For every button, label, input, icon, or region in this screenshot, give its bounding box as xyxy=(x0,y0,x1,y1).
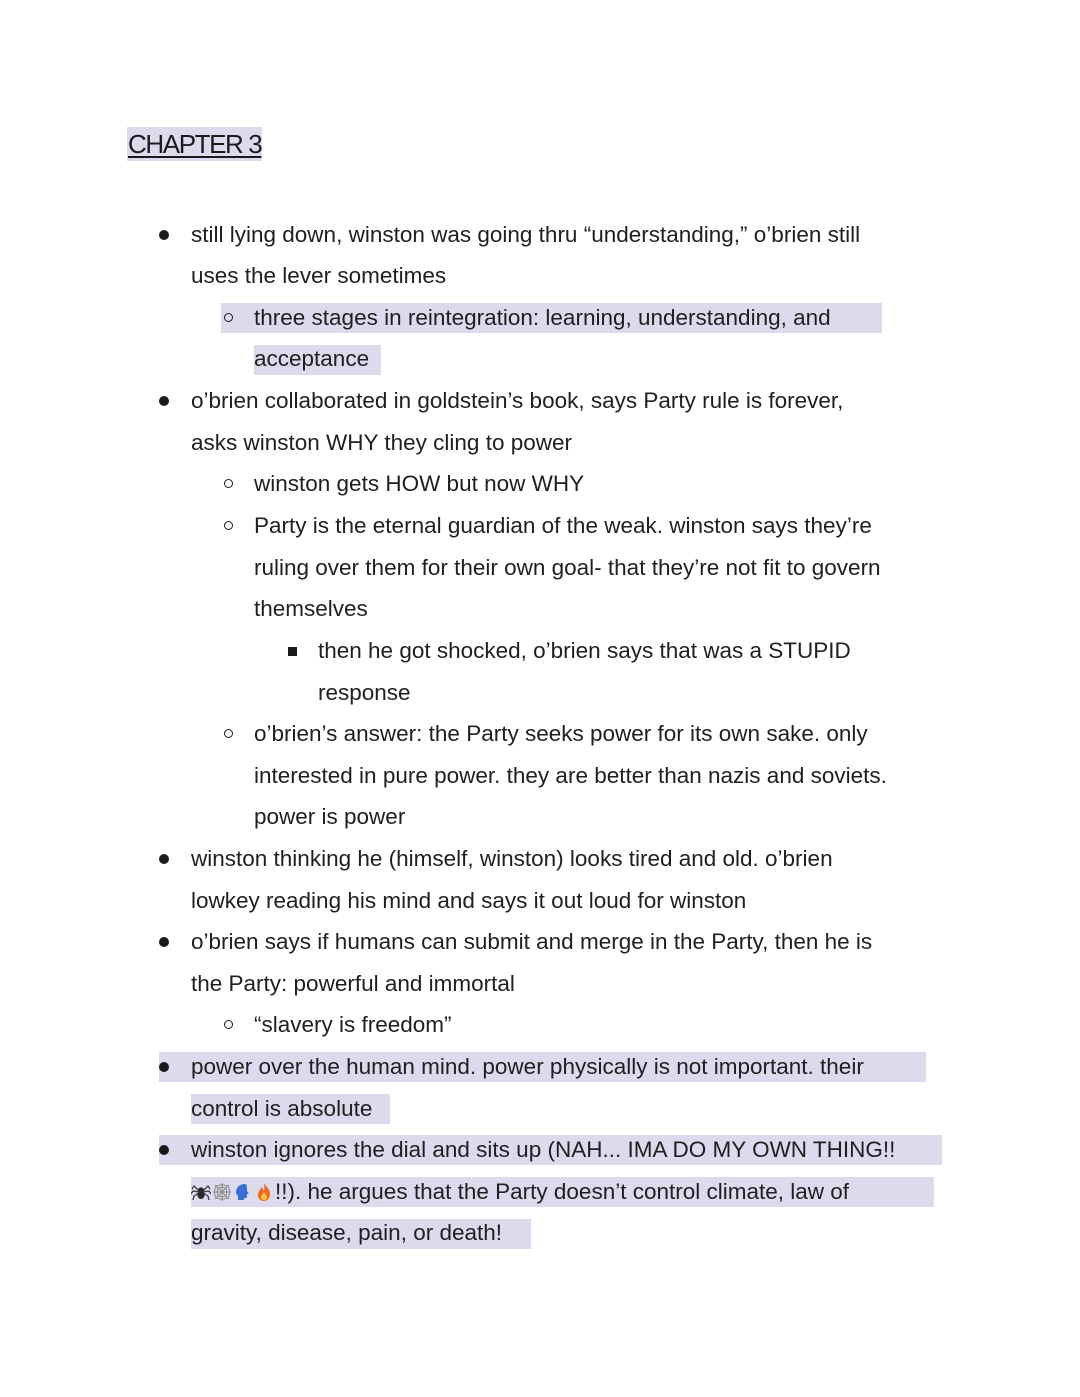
list-item-text: asks winston WHY they cling to power xyxy=(191,430,572,455)
sub-bullet xyxy=(224,521,233,530)
sub-bullet xyxy=(224,313,233,322)
list-item-text: o’brien’s answer: the Party seeks power for its own sake. only xyxy=(254,721,868,746)
list-item-text: o’brien says if humans can submit and merge in the Party, then he is xyxy=(191,929,873,954)
list-item-text: winston ignores the dial and sits up (NAH... IMA DO MY OWN THING!! xyxy=(191,1137,896,1162)
list-item-text: three stages in reintegration: learning, understanding, and xyxy=(254,305,831,330)
spider-icon xyxy=(191,1175,211,1197)
list-item-emoji-line xyxy=(191,1171,849,1213)
list-item-text: winston gets HOW but now WHY xyxy=(254,471,585,496)
page-title: CHAPTER 3 xyxy=(128,129,262,159)
sub-bullet xyxy=(224,1020,233,1029)
list-item-text: o’brien collaborated in goldstein’s book, says Party rule is forever, xyxy=(191,388,844,413)
list-item-text: the Party: powerful and immortal xyxy=(191,971,515,996)
speaking-head-icon xyxy=(233,1175,253,1197)
list-item-text: “slavery is freedom” xyxy=(254,1012,452,1037)
list-item-text: still lying down, winston was going thru “understanding,” o’brien still xyxy=(191,222,861,247)
list-item-text: then he got shocked, o’brien says that was a STUPID xyxy=(318,638,851,663)
spider-web-icon xyxy=(212,1175,232,1197)
list-item-text: ruling over them for their own goal- that they’re not fit to govern xyxy=(254,555,881,580)
list-item-text: interested in pure power. they are better than nazis and soviets. xyxy=(254,763,887,788)
list-item-text: winston thinking he (himself, winston) looks tired and old. o’brien xyxy=(191,846,833,871)
sub-bullet xyxy=(224,479,233,488)
list-item-text: Party is the eternal guardian of the weak. winston says they’re xyxy=(254,513,872,538)
bullet xyxy=(159,854,169,864)
list-item-text: acceptance xyxy=(254,346,370,371)
list-item-text: power is power xyxy=(254,804,406,829)
sub-bullet xyxy=(224,729,233,738)
list-item-text: gravity, disease, pain, or death! xyxy=(191,1220,503,1245)
bullet xyxy=(159,1062,169,1072)
list-item-text: !!). he argues that the Party doesn’t control climate, law of xyxy=(275,1179,850,1204)
list-item-text: response xyxy=(318,680,411,705)
list-item-text: lowkey reading his mind and says it out loud for winston xyxy=(191,888,747,913)
list-item-text: control is absolute xyxy=(191,1096,373,1121)
list-item-text: uses the lever sometimes xyxy=(191,263,447,288)
sub-sub-bullet xyxy=(288,647,297,656)
bullet xyxy=(159,230,169,240)
bullet xyxy=(159,1145,169,1155)
fire-icon xyxy=(254,1175,274,1197)
bullet xyxy=(159,396,169,406)
list-item-text: themselves xyxy=(254,596,368,621)
list-item-text: power over the human mind. power physically is not important. their xyxy=(191,1054,864,1079)
bullet xyxy=(159,937,169,947)
